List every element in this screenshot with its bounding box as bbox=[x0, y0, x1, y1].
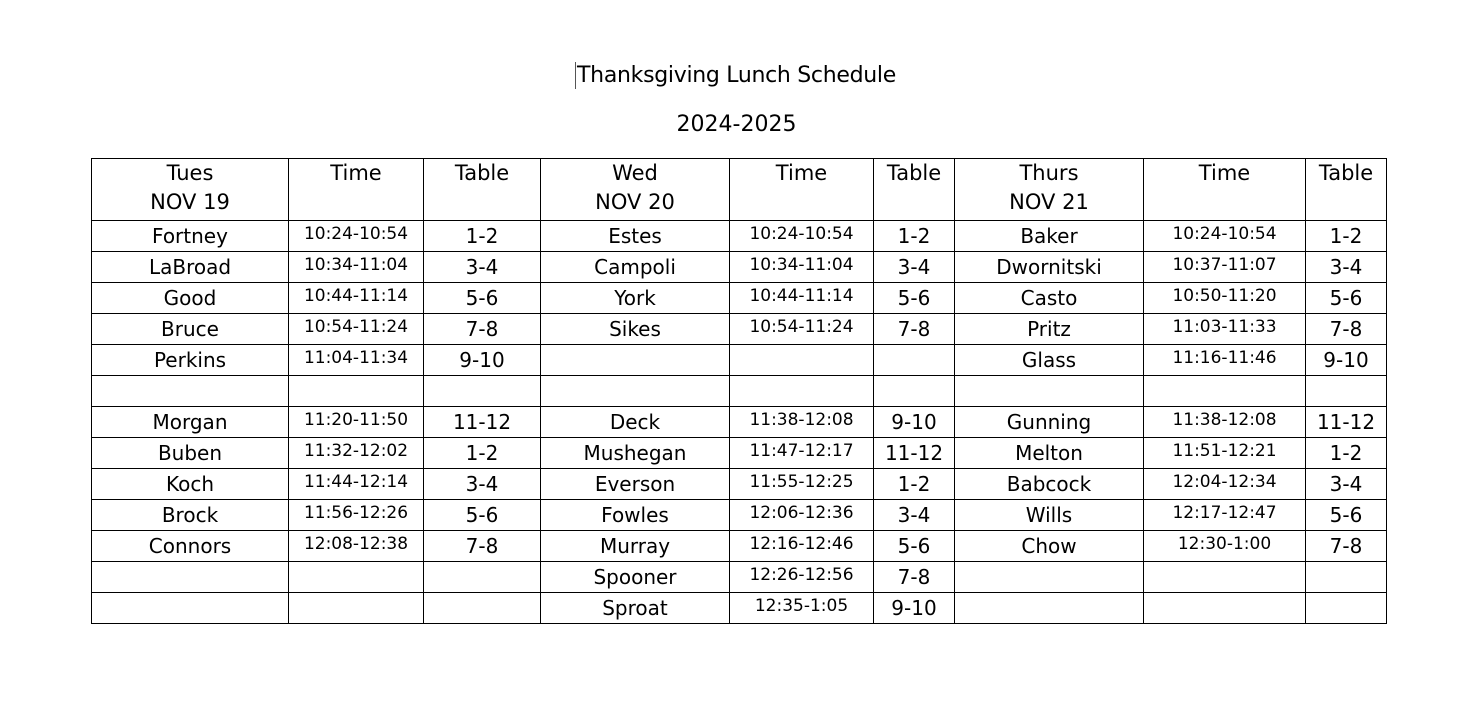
tuesday-table-number-cell[interactable]: 7-8 bbox=[424, 314, 541, 345]
wednesday-time-cell[interactable]: 11:55-12:25 bbox=[730, 469, 874, 500]
table-row bbox=[92, 283, 1387, 314]
tuesday-name-cell[interactable]: Fortney bbox=[92, 221, 289, 252]
tuesday-time-cell[interactable]: 10:44-11:14 bbox=[289, 283, 424, 314]
tuesday-time-cell[interactable]: 11:44-12:14 bbox=[289, 469, 424, 500]
wednesday-table-number-cell[interactable]: 9-10 bbox=[874, 593, 955, 624]
tuesday-table-number-cell[interactable] bbox=[424, 593, 541, 624]
header-wednesday-time: Time bbox=[730, 159, 874, 221]
thursday-table-number-cell[interactable]: 1-2 bbox=[1306, 221, 1387, 252]
table-row bbox=[92, 438, 1387, 469]
document-title[interactable]: Thanksgiving Lunch Schedule bbox=[577, 63, 896, 88]
wednesday-time-cell[interactable] bbox=[730, 376, 874, 407]
thursday-name-cell[interactable]: Wills bbox=[955, 500, 1144, 531]
wednesday-time-cell[interactable]: 12:16-12:46 bbox=[730, 531, 874, 562]
wednesday-name-cell[interactable]: Sproat bbox=[541, 593, 730, 624]
table-row bbox=[92, 407, 1387, 438]
header-date-label: NOV 19 bbox=[150, 190, 230, 214]
wednesday-name-cell[interactable]: Mushegan bbox=[541, 438, 730, 469]
wednesday-name-cell[interactable] bbox=[541, 345, 730, 376]
wednesday-name-cell[interactable] bbox=[541, 376, 730, 407]
tuesday-time-cell[interactable] bbox=[289, 593, 424, 624]
wednesday-table-number-cell[interactable]: 7-8 bbox=[874, 314, 955, 345]
header-tuesday-date bbox=[92, 159, 289, 221]
tuesday-table-number-cell[interactable]: 9-10 bbox=[424, 345, 541, 376]
wednesday-table-number-cell[interactable]: 5-6 bbox=[874, 283, 955, 314]
header-thursday-time: Time bbox=[1144, 159, 1306, 221]
wednesday-name-cell[interactable]: Campoli bbox=[541, 252, 730, 283]
thursday-table-number-cell[interactable] bbox=[1306, 562, 1387, 593]
tuesday-time-cell[interactable]: 10:34-11:04 bbox=[289, 252, 424, 283]
table-row bbox=[92, 345, 1387, 376]
wednesday-time-cell[interactable]: 11:38-12:08 bbox=[730, 407, 874, 438]
wednesday-time-cell[interactable]: 10:54-11:24 bbox=[730, 314, 874, 345]
tuesday-time-cell[interactable]: 12:08-12:38 bbox=[289, 531, 424, 562]
wednesday-table-number-cell[interactable]: 1-2 bbox=[874, 221, 955, 252]
tuesday-name-cell[interactable]: Perkins bbox=[92, 345, 289, 376]
wednesday-time-cell[interactable]: 10:24-10:54 bbox=[730, 221, 874, 252]
tuesday-name-cell[interactable]: Good bbox=[92, 283, 289, 314]
thursday-table-number-cell[interactable]: 3-4 bbox=[1306, 252, 1387, 283]
tuesday-time-cell[interactable]: 11:32-12:02 bbox=[289, 438, 424, 469]
thursday-time-cell[interactable]: 12:30-1:00 bbox=[1144, 531, 1306, 562]
table-row bbox=[92, 500, 1387, 531]
table-row bbox=[92, 252, 1387, 283]
wednesday-time-cell[interactable]: 12:06-12:36 bbox=[730, 500, 874, 531]
wednesday-time-cell[interactable] bbox=[730, 345, 874, 376]
wednesday-name-cell[interactable]: Murray bbox=[541, 531, 730, 562]
table-row bbox=[92, 469, 1387, 500]
header-row bbox=[92, 159, 1387, 221]
table-row bbox=[92, 562, 1387, 593]
thursday-name-cell[interactable]: Casto bbox=[955, 283, 1144, 314]
wednesday-time-cell[interactable]: 10:34-11:04 bbox=[730, 252, 874, 283]
tuesday-table-number-cell[interactable]: 11-12 bbox=[424, 407, 541, 438]
tuesday-table-number-cell[interactable]: 7-8 bbox=[424, 531, 541, 562]
wednesday-name-cell[interactable]: Sikes bbox=[541, 314, 730, 345]
wednesday-name-cell[interactable]: York bbox=[541, 283, 730, 314]
tuesday-table-number-cell[interactable] bbox=[424, 562, 541, 593]
thursday-time-cell[interactable]: 11:16-11:46 bbox=[1144, 345, 1306, 376]
tuesday-time-cell[interactable]: 10:24-10:54 bbox=[289, 221, 424, 252]
thursday-time-cell[interactable]: 10:37-11:07 bbox=[1144, 252, 1306, 283]
thursday-time-cell[interactable]: 10:50-11:20 bbox=[1144, 283, 1306, 314]
tuesday-table-number-cell[interactable]: 1-2 bbox=[424, 438, 541, 469]
header-tuesday-table: Table bbox=[424, 159, 541, 221]
thursday-name-cell[interactable]: Baker bbox=[955, 221, 1144, 252]
wednesday-table-number-cell[interactable]: 11-12 bbox=[874, 438, 955, 469]
header-thursday-table: Table bbox=[1306, 159, 1387, 221]
tuesday-table-number-cell[interactable]: 3-4 bbox=[424, 252, 541, 283]
tuesday-time-cell[interactable] bbox=[289, 562, 424, 593]
thursday-table-number-cell[interactable]: 7-8 bbox=[1306, 314, 1387, 345]
thursday-table-number-cell[interactable]: 7-8 bbox=[1306, 531, 1387, 562]
thursday-name-cell[interactable]: Dwornitski bbox=[955, 252, 1144, 283]
thursday-time-cell[interactable] bbox=[1144, 376, 1306, 407]
thursday-name-cell[interactable]: Chow bbox=[955, 531, 1144, 562]
table-row bbox=[92, 314, 1387, 345]
tuesday-name-cell[interactable]: Morgan bbox=[92, 407, 289, 438]
tuesday-time-cell[interactable]: 11:04-11:34 bbox=[289, 345, 424, 376]
table-row bbox=[92, 376, 1387, 407]
thursday-name-cell[interactable]: Melton bbox=[955, 438, 1144, 469]
wednesday-name-cell[interactable]: Spooner bbox=[541, 562, 730, 593]
tuesday-table-number-cell[interactable]: 3-4 bbox=[424, 469, 541, 500]
header-day-label: Thurs bbox=[1019, 161, 1079, 185]
thursday-table-number-cell[interactable] bbox=[1306, 376, 1387, 407]
thursday-name-cell[interactable]: Babcock bbox=[955, 469, 1144, 500]
thursday-table-number-cell[interactable] bbox=[1306, 593, 1387, 624]
text-cursor bbox=[575, 62, 576, 89]
tuesday-name-cell[interactable]: LaBroad bbox=[92, 252, 289, 283]
thursday-name-cell[interactable]: Gunning bbox=[955, 407, 1144, 438]
table-row bbox=[92, 593, 1387, 624]
tuesday-name-cell[interactable]: Bruce bbox=[92, 314, 289, 345]
table-row bbox=[92, 531, 1387, 562]
wednesday-table-number-cell[interactable]: 9-10 bbox=[874, 407, 955, 438]
thursday-time-cell[interactable]: 12:17-12:47 bbox=[1144, 500, 1306, 531]
wednesday-table-number-cell[interactable]: 3-4 bbox=[874, 500, 955, 531]
tuesday-name-cell[interactable] bbox=[92, 593, 289, 624]
wednesday-time-cell[interactable]: 11:47-12:17 bbox=[730, 438, 874, 469]
wednesday-table-number-cell[interactable]: 5-6 bbox=[874, 531, 955, 562]
header-tuesday-time: Time bbox=[289, 159, 424, 221]
thursday-name-cell[interactable] bbox=[955, 562, 1144, 593]
thursday-table-number-cell[interactable]: 3-4 bbox=[1306, 469, 1387, 500]
header-date-label: NOV 21 bbox=[1009, 190, 1089, 214]
wednesday-table-number-cell[interactable]: 7-8 bbox=[874, 562, 955, 593]
tuesday-name-cell[interactable] bbox=[92, 562, 289, 593]
tuesday-name-cell[interactable] bbox=[92, 376, 289, 407]
schedule-body bbox=[92, 221, 1387, 624]
thursday-time-cell[interactable]: 10:24-10:54 bbox=[1144, 221, 1306, 252]
thursday-time-cell[interactable]: 11:51-12:21 bbox=[1144, 438, 1306, 469]
tuesday-table-number-cell[interactable]: 1-2 bbox=[424, 221, 541, 252]
thursday-time-cell[interactable] bbox=[1144, 593, 1306, 624]
tuesday-table-number-cell[interactable]: 5-6 bbox=[424, 283, 541, 314]
thursday-time-cell[interactable]: 11:38-12:08 bbox=[1144, 407, 1306, 438]
tuesday-table-number-cell[interactable]: 5-6 bbox=[424, 500, 541, 531]
thursday-table-number-cell[interactable]: 11-12 bbox=[1306, 407, 1387, 438]
table-row bbox=[92, 221, 1387, 252]
tuesday-name-cell[interactable]: Brock bbox=[92, 500, 289, 531]
header-wednesday-date bbox=[541, 159, 730, 221]
wednesday-name-cell[interactable]: Estes bbox=[541, 221, 730, 252]
document-subtitle[interactable]: 2024-2025 bbox=[676, 112, 797, 137]
thursday-name-cell[interactable]: Pritz bbox=[955, 314, 1144, 345]
tuesday-name-cell[interactable]: Buben bbox=[92, 438, 289, 469]
header-day-label: Wed bbox=[612, 161, 658, 185]
wednesday-time-cell[interactable]: 12:26-12:56 bbox=[730, 562, 874, 593]
thursday-name-cell[interactable]: Glass bbox=[955, 345, 1144, 376]
tuesday-time-cell[interactable]: 11:56-12:26 bbox=[289, 500, 424, 531]
wednesday-table-number-cell[interactable] bbox=[874, 376, 955, 407]
header-date-label: NOV 20 bbox=[595, 190, 675, 214]
tuesday-name-cell[interactable]: Connors bbox=[92, 531, 289, 562]
tuesday-time-cell[interactable]: 11:20-11:50 bbox=[289, 407, 424, 438]
wednesday-table-number-cell[interactable]: 3-4 bbox=[874, 252, 955, 283]
tuesday-name-cell[interactable]: Koch bbox=[92, 469, 289, 500]
thursday-table-number-cell[interactable]: 9-10 bbox=[1306, 345, 1387, 376]
tuesday-table-number-cell[interactable] bbox=[424, 376, 541, 407]
wednesday-table-number-cell[interactable]: 1-2 bbox=[874, 469, 955, 500]
thursday-table-number-cell[interactable]: 5-6 bbox=[1306, 500, 1387, 531]
header-wednesday-table: Table bbox=[874, 159, 955, 221]
thursday-time-cell[interactable]: 11:03-11:33 bbox=[1144, 314, 1306, 345]
thursday-time-cell[interactable]: 12:04-12:34 bbox=[1144, 469, 1306, 500]
thursday-name-cell[interactable] bbox=[955, 593, 1144, 624]
thursday-time-cell[interactable] bbox=[1144, 562, 1306, 593]
thursday-name-cell[interactable] bbox=[955, 376, 1144, 407]
wednesday-name-cell[interactable]: Deck bbox=[541, 407, 730, 438]
thursday-table-number-cell[interactable]: 1-2 bbox=[1306, 438, 1387, 469]
header-thursday-date bbox=[955, 159, 1144, 221]
wednesday-time-cell[interactable]: 10:44-11:14 bbox=[730, 283, 874, 314]
wednesday-name-cell[interactable]: Everson bbox=[541, 469, 730, 500]
tuesday-time-cell[interactable] bbox=[289, 376, 424, 407]
wednesday-time-cell[interactable]: 12:35-1:05 bbox=[730, 593, 874, 624]
wednesday-name-cell[interactable]: Fowles bbox=[541, 500, 730, 531]
tuesday-time-cell[interactable]: 10:54-11:24 bbox=[289, 314, 424, 345]
wednesday-table-number-cell[interactable] bbox=[874, 345, 955, 376]
lunch-schedule-table bbox=[91, 158, 1387, 624]
thursday-table-number-cell[interactable]: 5-6 bbox=[1306, 283, 1387, 314]
document-title-line bbox=[0, 62, 1473, 90]
header-day-label: Tues bbox=[166, 161, 214, 185]
